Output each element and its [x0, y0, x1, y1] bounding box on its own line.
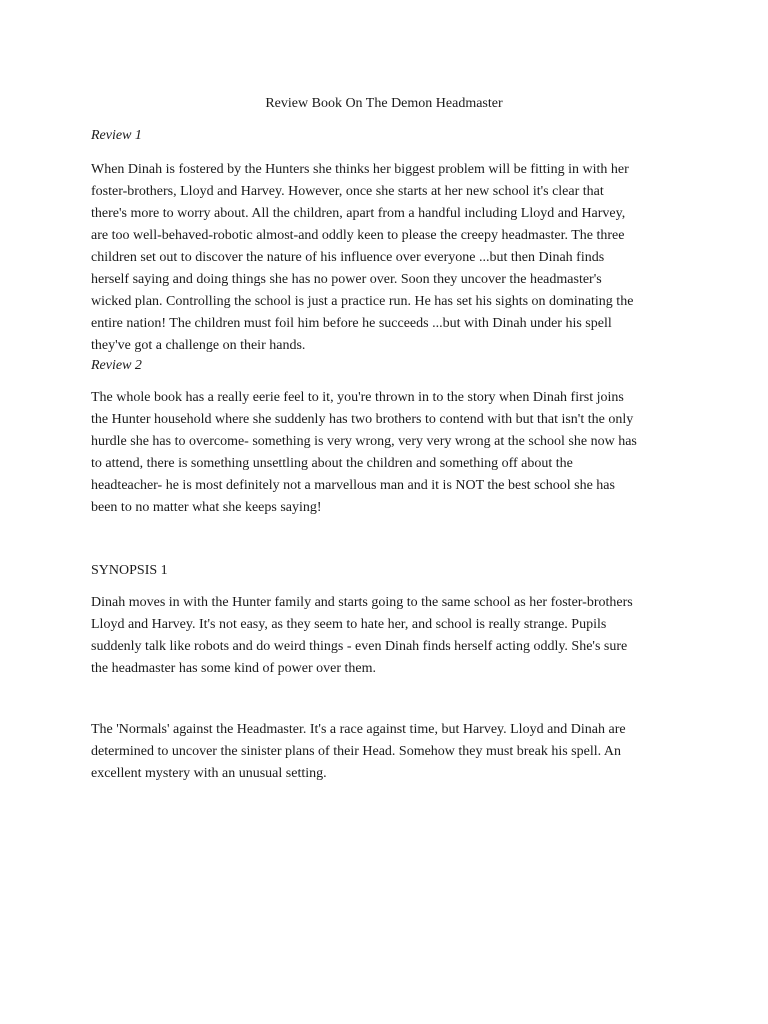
paragraph-line: there's more to worry about. All the children, apart from a handful including Lloyd and Harvey, [91, 206, 626, 221]
paragraph-line: children set out to discover the nature of his influence over everyone ...but then Dinah finds [91, 250, 605, 265]
paragraph-line: to attend, there is something unsettling about the children and something off about the [91, 456, 573, 471]
paragraph-line: been to no matter what she keeps saying! [91, 500, 322, 515]
synopsis-1-heading: SYNOPSIS 1 [91, 563, 168, 578]
document-title: Review Book On The Demon Headmaster [265, 96, 503, 111]
paragraph-line: suddenly talk like robots and do weird things - even Dinah finds herself acting oddly. She's sure [91, 639, 628, 654]
review-1-paragraph [91, 159, 691, 357]
paragraph-line: headteacher- he is most definitely not a marvellous man and it is NOT the best school she has [91, 478, 615, 493]
paragraph-line: entire nation! The children must foil him before he succeeds ...but with Dinah under his spell [91, 316, 612, 331]
review-1-heading: Review 1 [91, 128, 142, 143]
review-2-heading: Review 2 [91, 358, 142, 373]
paragraph-line: herself saying and doing things she has no power over. Soon they uncover the headmaster's [91, 272, 602, 287]
paragraph-line: The whole book has a really eerie feel to it, you're thrown in to the story when Dinah first joins [91, 390, 624, 405]
paragraph-line: When Dinah is fostered by the Hunters she thinks her biggest problem will be fitting in with her [91, 162, 629, 177]
paragraph-line: Lloyd and Harvey. It's not easy, as they seem to hate her, and school is really strange. Pupils [91, 617, 607, 632]
paragraph-line: foster-brothers, Lloyd and Harvey. However, once she starts at her new school it's clear that [91, 184, 604, 199]
paragraph-line: determined to uncover the sinister plans of their Head. Somehow they must break his spell. An [91, 744, 621, 759]
paragraph-line: the Hunter household where she suddenly has two brothers to contend with but that isn't the only [91, 412, 634, 427]
paragraph-line: hurdle she has to overcome- something is very wrong, very very wrong at the school she now has [91, 434, 637, 449]
paragraph-line: The 'Normals' against the Headmaster. It's a race against time, but Harvey. Lloyd and Dinah are [91, 722, 626, 737]
synopsis-1-paragraph [91, 592, 691, 680]
paragraph-line: the headmaster has some kind of power over them. [91, 661, 376, 676]
paragraph-line: wicked plan. Controlling the school is just a practice run. He has set his sights on dominating the [91, 294, 634, 309]
paragraph-line: excellent mystery with an unusual setting. [91, 766, 327, 781]
paragraph-line: Dinah moves in with the Hunter family and starts going to the same school as her foster-brothers [91, 595, 633, 610]
synopsis-2-paragraph [91, 719, 691, 785]
review-2-paragraph [91, 387, 691, 519]
paragraph-line: they've got a challenge on their hands. [91, 338, 306, 353]
paragraph-line: are too well-behaved-robotic almost-and oddly keen to please the creepy headmaster. The three [91, 228, 625, 243]
